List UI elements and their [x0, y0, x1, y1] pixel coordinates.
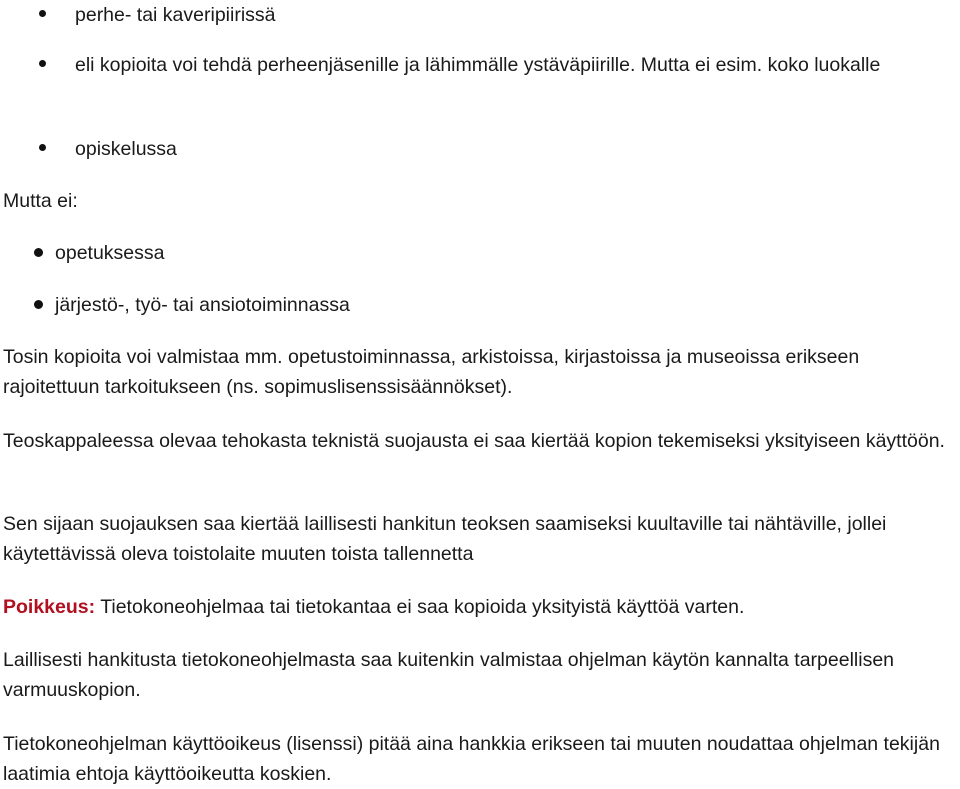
- bullet-dot-icon: [39, 10, 46, 17]
- bullet-dot-icon: [39, 144, 46, 151]
- list-item-text: opiskelussa: [75, 138, 177, 160]
- paragraph-sopimuslisenssi: Tosin kopioita voi valmistaa mm. opetustoiminnassa, arkistoissa, kirjastoissa ja museoissa erikseen rajoitettuun tarkoitukseen (ns. sopimuslisenssisäännökset).: [3, 346, 860, 398]
- list-item: [0, 0, 960, 30]
- bullet-dot-icon: [34, 248, 43, 257]
- bullet-dot-icon: [39, 60, 46, 67]
- list-item-text: eli kopioita voi tehdä perheenjäsenille ja lähimmälle ystäväpiirille. Mutta ei esim. koko luokalle: [75, 54, 881, 76]
- list-item: [0, 50, 960, 110]
- bullet-dot-icon: [34, 300, 43, 309]
- paragraph-varmuuskopio: Laillisesti hankitusta tietokoneohjelmasta saa kuitenkin valmistaa ohjelman käytön kannalta tarpeellisen varmuuskopion.: [3, 649, 895, 701]
- exception-label: Poikkeus:: [3, 596, 96, 618]
- list-item: [0, 238, 960, 268]
- list-item: [0, 134, 960, 164]
- list-item-text: järjestö-, työ- tai ansiotoiminnassa: [55, 294, 350, 316]
- list-item: [0, 290, 960, 320]
- paragraph-kayttooikeus: Tietokoneohjelman käyttöoikeus (lisenssi) pitää aina hankkia erikseen tai muuten noudattaa ohjelman tekijän laatimia ehtoja käyttöoikeutta koskien.: [3, 733, 940, 785]
- list-item-text: perhe- tai kaveripiirissä: [75, 4, 276, 26]
- paragraph-suojauksen-kiertaminen: Sen sijaan suojauksen saa kiertää laillisesti hankitun teoksen saamiseksi kuultaville tai nähtäville, jollei käytettävissä oleva toistolaite muuten toista tallennetta: [3, 513, 887, 565]
- paragraph-tekninen-suojaus: Teoskappaleessa olevaa tehokasta teknistä suojausta ei saa kiertää kopion tekemiseksi yksityiseen käyttöön.: [3, 430, 945, 452]
- list-item-text: opetuksessa: [55, 242, 165, 264]
- exception-text: Tietokoneohjelmaa tai tietokantaa ei saa kopioida yksityistä käyttöä varten.: [95, 596, 745, 618]
- paragraph-poikkeus: [3, 592, 958, 622]
- mutta-ei-heading: Mutta ei:: [3, 190, 78, 212]
